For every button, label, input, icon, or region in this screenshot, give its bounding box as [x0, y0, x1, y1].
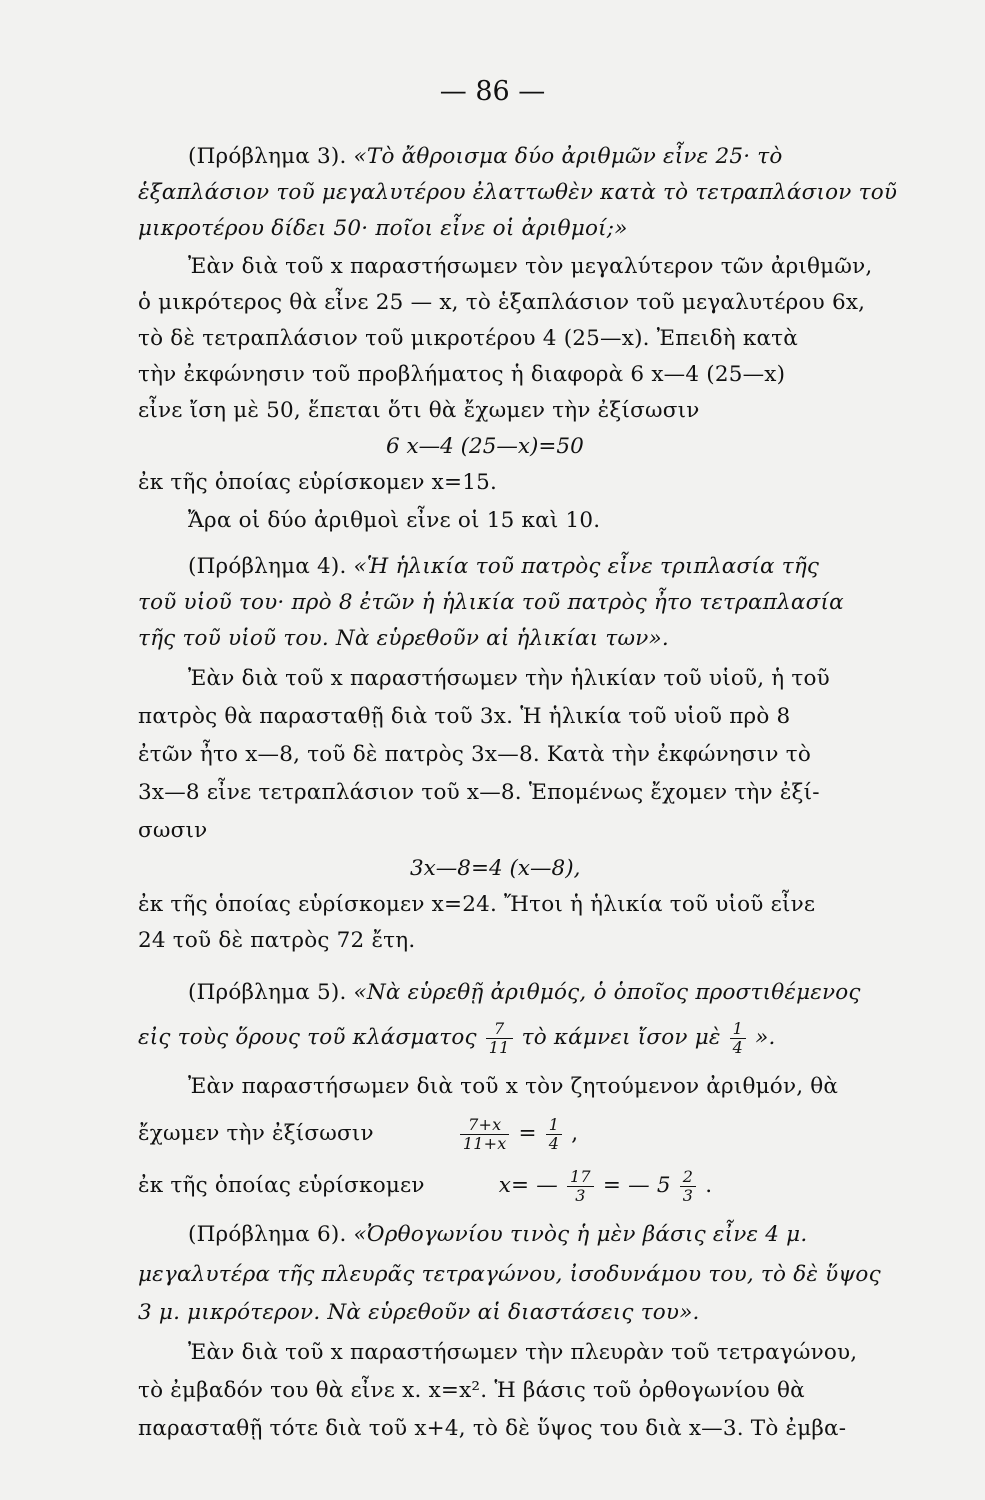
problem-4-statement-start: «Ἡ ἡλικία τοῦ πατρὸς εἶνε τριπλασία τῆς	[353, 554, 820, 579]
problem-3-line-8: εἶνε ἴση μὲ 50, ἕπεται ὅτι θὰ ἔχωμεν τὴν ἐξίσωσιν	[138, 398, 700, 423]
problem-4-label: (Πρόβλημα 4).	[188, 554, 347, 579]
problem-4-line-2: τοῦ υἱοῦ του· πρὸ 8 ἐτῶν ἡ ἡλικία τοῦ πατρὸς ἦτο τετραπλασία	[138, 590, 844, 615]
problem-5-line-1	[188, 980, 985, 1005]
problem-6-line-5: τὸ ἐμβαδόν του θὰ εἶνε x. x=x². Ἡ βάσις τοῦ ὀρθογωνίου θὰ	[138, 1378, 805, 1403]
problem-3-statement-start: «Τὸ ἄθροισμα δύο ἀριθμῶν εἶνε 25· τὸ	[353, 144, 783, 169]
problem-3-line-3: μικροτέρου δίδει 50· ποῖοι εἶνε οἱ ἀριθμοί;»	[138, 216, 628, 241]
fraction-numerator: 17	[567, 1168, 594, 1187]
problem-5-text-a: εἰς τοὺς ὅρους τοῦ κλάσματος	[138, 1025, 477, 1051]
solution-end: .	[705, 1173, 713, 1199]
problem-5-statement-start: «Νὰ εὑρεθῇ ἀριθμός, ὁ ὁποῖος προστιθέμενος	[353, 980, 861, 1005]
problem-3-line-7: τὴν ἐκφώνησιν τοῦ προβλήματος ἡ διαφορὰ 6 x—4 (25—x)	[138, 362, 786, 387]
problem-5-line-4	[138, 1116, 958, 1152]
problem-5-line-2	[138, 1020, 958, 1056]
fraction-denominator: 3	[575, 1185, 586, 1205]
problem-4-equation: 3x—8=4 (x—8),	[410, 856, 581, 881]
fraction-denominator: 4	[732, 1037, 744, 1057]
problem-6-label: (Πρόβλημα 6).	[188, 1222, 347, 1247]
problem-5-label: (Πρόβλημα 5).	[188, 980, 347, 1005]
fraction-denominator: 4	[548, 1133, 560, 1153]
problem-3-label: (Πρόβλημα 3).	[188, 144, 347, 169]
fraction-17-3	[567, 1168, 594, 1204]
page-number: — 86 —	[439, 76, 546, 107]
problem-5-text-c: ».	[755, 1025, 776, 1051]
problem-3-line-10: Ἄρα οἱ δύο ἀριθμοὶ εἶνε οἱ 15 καὶ 10.	[188, 508, 601, 533]
problem-5-text-d: ἔχωμεν τὴν ἐξίσωσιν	[138, 1121, 374, 1147]
problem-4-line-7: 3x—8 εἶνε τετραπλάσιον τοῦ x—8. Ἑπομένως ἔχομεν τὴν ἐξί-	[138, 780, 820, 805]
problem-6-line-3: 3 μ. μικρότερον. Νὰ εὑρεθοῦν αἱ διαστάσεις του».	[138, 1300, 700, 1325]
problem-4-line-9: ἐκ τῆς ὁποίας εὑρίσκομεν x=24. Ἤτοι ἡ ἡλικία τοῦ υἱοῦ εἶνε	[138, 892, 816, 917]
problem-6-line-1	[188, 1222, 985, 1247]
problem-3-line-2: ἑξαπλάσιον τοῦ μεγαλυτέρου ἐλαττωθὲν κατὰ τὸ τετραπλάσιον τοῦ	[138, 180, 898, 205]
problem-3-line-1	[188, 144, 985, 169]
problem-4-line-6: ἐτῶν ἦτο x—8, τοῦ δὲ πατρὸς 3x—8. Κατὰ τὴν ἐκφώνησιν τὸ	[138, 742, 811, 767]
problem-4-line-4: Ἐὰν διὰ τοῦ x παραστήσωμεν τὴν ἡλικίαν τοῦ υἱοῦ, ἡ τοῦ	[188, 666, 830, 691]
fraction-2-3	[680, 1168, 696, 1204]
fraction-numerator: 7+x	[460, 1116, 510, 1135]
equation-left-fraction	[460, 1116, 510, 1152]
equals-sign: =	[518, 1121, 537, 1147]
solution-middle: = — 5	[602, 1173, 671, 1199]
equation-comma: ,	[571, 1121, 579, 1147]
problem-4-line-5: πατρὸς θὰ παρασταθῇ διὰ τοῦ 3x. Ἡ ἡλικία τοῦ υἱοῦ πρὸ 8	[138, 704, 791, 729]
fraction-7-11	[486, 1020, 513, 1056]
problem-5-line-3: Ἐὰν παραστήσωμεν διὰ τοῦ x τὸν ζητούμενον ἀριθμόν, θὰ	[188, 1074, 839, 1099]
problem-3-line-5: ὁ μικρότερος θὰ εἶνε 25 — x, τὸ ἑξαπλάσιον τοῦ μεγαλυτέρου 6x,	[138, 290, 866, 315]
problem-5-text-e: ἐκ τῆς ὁποίας εὑρίσκομεν	[138, 1173, 425, 1199]
problem-6-statement-start: «Ὀρθογωνίου τινὸς ἡ μὲν βάσις εἶνε 4 μ.	[353, 1222, 808, 1247]
problem-4-line-10: 24 τοῦ δὲ πατρὸς 72 ἔτη.	[138, 928, 416, 953]
fraction-denominator: 3	[682, 1185, 694, 1205]
problem-4-line-8: σωσιν	[138, 818, 208, 843]
fraction-numerator: 2	[680, 1168, 696, 1187]
fraction-denominator: 11+x	[462, 1133, 507, 1153]
problem-5-text-b: τὸ κάμνει ἴσον μὲ	[521, 1025, 721, 1051]
fraction-denominator: 11	[488, 1037, 510, 1057]
problem-5-line-5	[138, 1168, 958, 1204]
problem-3-line-6: τὸ δὲ τετραπλάσιον τοῦ μικροτέρου 4 (25—x). Ἐπειδὴ κατὰ	[138, 326, 798, 351]
problem-6-line-2: μεγαλυτέρα τῆς πλευρᾶς τετραγώνου, ἰσοδυνάμου του, τὸ δὲ ὕψος	[138, 1262, 881, 1287]
problem-6-line-6: παρασταθῇ τότε διὰ τοῦ x+4, τὸ δὲ ὕψος του διὰ x—3. Τὸ ἐμβα-	[138, 1416, 847, 1441]
fraction-numerator: 1	[730, 1020, 746, 1039]
fraction-numerator: 1	[546, 1116, 562, 1135]
solution-prefix: x= —	[498, 1173, 558, 1199]
fraction-1-4	[730, 1020, 746, 1056]
problem-3-line-4: Ἐὰν διὰ τοῦ x παραστήσωμεν τὸν μεγαλύτερον τῶν ἀριθμῶν,	[188, 254, 873, 279]
problem-3-equation: 6 x—4 (25—x)=50	[386, 434, 584, 459]
fraction-numerator: 7	[486, 1020, 513, 1039]
equation-right-fraction	[546, 1116, 562, 1152]
problem-4-line-3: τῆς τοῦ υἱοῦ του. Νὰ εὑρεθοῦν αἱ ἡλικίαι των».	[138, 626, 669, 651]
problem-4-line-1	[188, 554, 985, 579]
problem-6-line-4: Ἐὰν διὰ τοῦ x παραστήσωμεν τὴν πλευρὰν τοῦ τετραγώνου,	[188, 1340, 858, 1365]
problem-3-line-9: ἐκ τῆς ὁποίας εὑρίσκομεν x=15.	[138, 470, 497, 495]
